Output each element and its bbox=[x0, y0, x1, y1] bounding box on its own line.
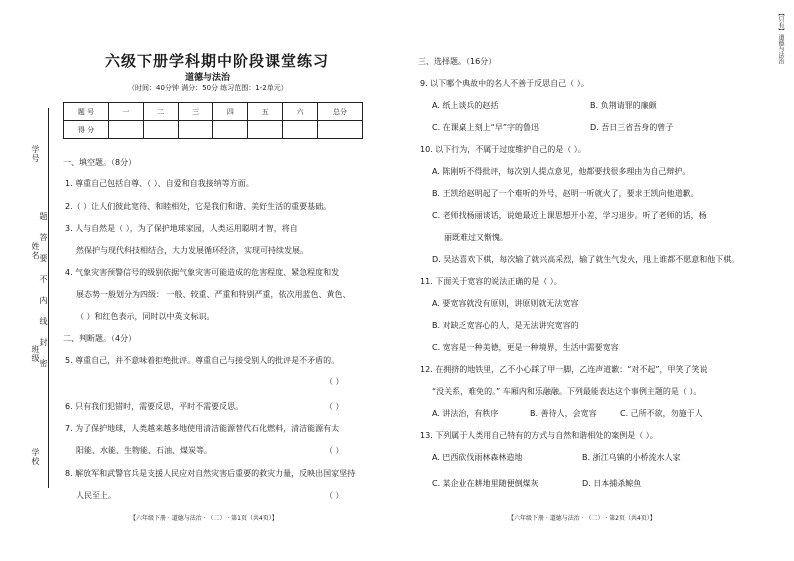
score-table bbox=[63, 102, 363, 139]
question-3-line1: 3. 人与自然是（ ），为了保护地球家园，人类运用聪明才智，将自 bbox=[65, 224, 298, 233]
edge-note: 【只有】道德与法治 bbox=[777, 10, 784, 64]
q12-option-b[interactable]: B. 善待人，会宽容 bbox=[530, 409, 597, 418]
q9-option-a[interactable]: A. 纸上谈兵的赵括 bbox=[432, 101, 499, 110]
score-value-row: 得 分 bbox=[64, 121, 363, 139]
q9-option-c[interactable]: C. 在课桌上刻上“早”字的鲁迅 bbox=[432, 123, 539, 132]
section2-heading: 二、判断题。（4分） bbox=[63, 334, 137, 343]
page-title: 六级下册学科期中阶段课堂练习 bbox=[105, 52, 330, 70]
question-11: 11. 下面关于宽容的说法正确的是（ ）。 bbox=[420, 277, 562, 286]
section1-heading: 一、填空题。（8分） bbox=[63, 158, 137, 167]
answer-paren-6[interactable]: （ ） bbox=[325, 402, 344, 411]
q10-option-c-line2: 丽既难过又惭愧。 bbox=[444, 233, 508, 242]
q9-option-d[interactable]: D. 吾日三省吾身的曾子 bbox=[590, 123, 674, 132]
q12-option-c[interactable]: C. 己所不欲，勿施于人 bbox=[620, 409, 703, 418]
q10-option-b[interactable]: B. 王凯给赵明起了一个难听的外号，赵明一听就火了，要求王凯向他道歉。 bbox=[432, 189, 699, 198]
q10-option-c-line1[interactable]: C. 老师找杨丽谈话，说她最近上课思想开小差，学习退步。听了老师的话，杨 bbox=[432, 211, 707, 220]
q12-option-a[interactable]: A. 讲法治，有秩序 bbox=[432, 409, 499, 418]
question-12-line2: “没关系，难免的。” 车厢内和乐融融。下列最能表达这个事例主题的是（ ）。 bbox=[432, 387, 702, 396]
question-12-line1: 12. 在拥挤的地铁里，乙不小心踩了甲一脚，乙连声道歉：“对不起”，甲笑了笑说 bbox=[420, 365, 708, 374]
class-label: 班级 bbox=[31, 345, 40, 363]
q10-option-a[interactable]: A. 陈刚听不得批评，每次别人提点意见，他都要找很多理由为自己辩护。 bbox=[432, 167, 691, 176]
question-6: 6. 只有我们犯错时，需要反思，平时不需要反思。 bbox=[65, 402, 244, 411]
answer-paren-8[interactable]: （ ） bbox=[325, 491, 344, 500]
school-label: 学校 bbox=[31, 448, 40, 466]
student-id-label: 学号 bbox=[31, 145, 40, 163]
q9-option-b[interactable]: B. 负荆请罪的廉颇 bbox=[590, 101, 657, 110]
q13-option-a[interactable]: A. 巴西砍伐雨林森林造地 bbox=[432, 453, 523, 462]
section3-heading: 三、选择题。（16分） bbox=[418, 57, 497, 66]
question-9: 9. 以下哪个典故中的名人不善于反思自己（ ）。 bbox=[420, 79, 589, 88]
footer-left: 【六年级下册 · 道德与法治 · （二） · 第1页（共4页）】 bbox=[130, 515, 278, 522]
q11-option-a[interactable]: A. 要宽容就没有原则，讲原则就无法宽容 bbox=[432, 299, 579, 308]
q13-option-d[interactable]: D. 日本捕杀鲸鱼 bbox=[582, 479, 642, 488]
question-10: 10. 以下行为，不属于过度维护自己的是（ ）。 bbox=[420, 145, 586, 154]
seal-warning: 题 答 要 不 内 线 封 密 bbox=[39, 212, 48, 368]
q10-option-d[interactable]: D. 吴达喜欢下棋，每次输了就兴高采烈，输了就生气发火，甩上谁都不愿意和他下棋。 bbox=[432, 255, 740, 264]
question-13: 13. 下列属于人类用自己特有的方式与自然和谐相处的案例是（ ）。 bbox=[420, 431, 658, 440]
question-5: 5. 尊重自己，并不意味着拒绝批评。尊重自己与接受别人的批评是不矛盾的。 bbox=[65, 356, 340, 365]
question-3-line2: 然保护与现代科技相结合，大力发展循环经济，实现可持续发展。 bbox=[76, 246, 308, 255]
question-2: 2.（ ）让人们彼此宽待、和睦相处，它是我们和谐、美好生活的重要基础。 bbox=[65, 202, 332, 211]
question-8-line1: 8. 解放军和武警官兵是支援人民应对自然灾害后重要的救灾力量，反映出国家坚持 bbox=[65, 469, 356, 478]
q11-option-b[interactable]: B. 对缺乏宽容心的人，是无法讲究宽容的 bbox=[432, 321, 579, 330]
q13-option-b[interactable]: B. 浙江乌镇的小桥流水人家 bbox=[582, 453, 681, 462]
question-7-line1: 7. 为了保护地球，人类越来越多地使用清洁能源替代石化燃料，清洁能源有太 bbox=[65, 424, 340, 433]
exam-info: （时间：40分钟 满分：50分 练习范围：1-2单元） bbox=[128, 84, 288, 92]
name-label: 姓名 bbox=[31, 242, 40, 260]
question-7-line2: 阳能、水能、生物能、石油、煤炭等。 bbox=[76, 446, 212, 455]
question-4-line3: （ ）和红色表示，同时以中英文标识。 bbox=[76, 312, 215, 321]
question-8-line2: 人民至上。 bbox=[76, 491, 116, 500]
footer-right: 【六年级下册 · 道德与法治 · （二） · 第2页（共4页）】 bbox=[508, 515, 656, 522]
question-4-line2: 展态势一般划分为四级： 一般、较重、严重和特别严重，依次用蓝色、黄色、 bbox=[76, 290, 351, 299]
question-4-line1: 4. 气象灾害预警信号的级别依据气象灾害可能造成的危害程度、紧急程度和发 bbox=[65, 268, 340, 277]
q11-option-c[interactable]: C. 宽容是一种美德，更是一种境界，生活中需要宽容 bbox=[432, 343, 619, 352]
page-subtitle: 道德与法治 bbox=[185, 73, 231, 83]
answer-paren-5[interactable]: （ ） bbox=[325, 377, 344, 386]
question-1: 1. 尊重自己包括自尊、（ ）、自爱和自我接纳等方面。 bbox=[65, 179, 254, 188]
answer-paren-7[interactable]: （ ） bbox=[325, 446, 344, 455]
score-header-row: 题 号 一 二 三 四 五 六 总分 bbox=[64, 103, 363, 121]
q13-option-c[interactable]: C. 某企业在耕地里随便倒煤灰 bbox=[432, 479, 539, 488]
